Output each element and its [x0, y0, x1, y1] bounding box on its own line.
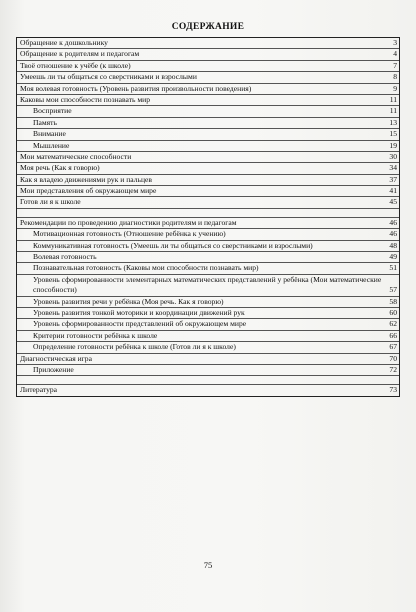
toc-entry-page: 11 — [389, 106, 397, 116]
toc-subentry — [17, 241, 399, 252]
toc-entry-text: Память — [33, 117, 57, 127]
toc-entry-page: 13 — [389, 117, 397, 127]
toc-entry-page: 73 — [389, 385, 397, 395]
toc-entry-text: Мышление — [33, 140, 70, 150]
toc-entry-page: 9 — [393, 83, 397, 93]
toc-subentry — [17, 229, 399, 240]
toc-entry-page: 70 — [389, 353, 397, 363]
toc-entry — [17, 95, 399, 106]
toc-entry-text: Волевая готовность — [33, 252, 97, 262]
toc-entry-page: 46 — [389, 217, 397, 227]
toc-subentry — [17, 252, 399, 263]
toc-entry-text: Каковы мои способности познавать мир — [20, 94, 151, 104]
toc-entry-page: 57 — [389, 285, 397, 295]
toc-entry-page: 3 — [393, 37, 397, 47]
toc-entry-page: 8 — [393, 72, 397, 82]
toc-entry-page: 66 — [389, 330, 397, 340]
toc-entry-page: 41 — [389, 186, 397, 196]
toc-entry-page: 34 — [389, 163, 397, 173]
toc-entry-page: 46 — [389, 229, 397, 239]
toc-entry-page: 4 — [393, 49, 397, 59]
toc-subentry — [17, 106, 399, 117]
toc-entry-text: Уровень развития речи у ребёнка (Моя речь. Как я говорю) — [33, 296, 224, 306]
toc-entry-page: 49 — [389, 252, 397, 262]
toc-entry — [17, 152, 399, 163]
toc-subentry — [17, 308, 399, 319]
toc-spacer — [17, 209, 399, 218]
toc-entry — [17, 385, 399, 395]
toc-entry-page: 58 — [389, 296, 397, 306]
toc-entry-text: Литература — [20, 385, 58, 395]
toc-entry-text: Критерии готовности ребёнка к школе — [33, 330, 158, 340]
toc-entry-text: Уровень сформированности элементарных математических представлений у ребёнка (Мои математические способности) — [33, 274, 382, 295]
toc-entry-text: Умеешь ли ты общаться со сверстниками и взрослыми — [20, 72, 197, 82]
toc-entry-text: Уровень развития тонкой моторики и координации движений рук — [33, 308, 245, 317]
toc-entry-page: 37 — [389, 174, 397, 184]
toc-entry-text: Уровень сформированности представлений об окружающем мире — [33, 319, 247, 329]
toc-subentry — [17, 365, 399, 376]
toc-entry-page: 30 — [389, 151, 397, 161]
toc-entry-text: Обращение к родителям и педагогам — [20, 49, 140, 59]
toc-entry-text: Восприятие — [33, 106, 72, 116]
toc-entry-text: Моя речь (Как я говорю) — [20, 163, 100, 173]
toc-entry-text: Определение готовности ребёнка к школе (Готов ли я к школе) — [33, 342, 236, 352]
toc-subentry — [17, 319, 399, 330]
toc-entry-text: Твоё отношение к учёбе (к школе) — [20, 60, 131, 70]
page-number: 75 — [203, 560, 213, 570]
toc-subentry — [17, 129, 399, 140]
toc-entry-page: 67 — [389, 342, 397, 352]
toc-entry-text: Рекомендации по проведению диагностики родителям и педагогам — [20, 217, 237, 227]
toc-entry — [17, 84, 399, 95]
toc-subentry — [17, 141, 399, 152]
toc-entry-page: 72 — [389, 364, 397, 374]
toc-entry-text: Мои математические способности — [20, 151, 132, 161]
toc-entry-text: Внимание — [33, 129, 66, 139]
toc-entry-page: 7 — [393, 60, 397, 70]
toc-entry-text: Как я владею движениями рук и пальцев — [20, 174, 153, 184]
toc-entry-text: Коммуникативная готовность (Умеешь ли ты общаться со сверстниками и взрослыми) — [33, 240, 313, 250]
toc-entry-page: 51 — [389, 263, 397, 273]
toc-subentry — [17, 263, 399, 274]
toc-subentry — [17, 118, 399, 129]
toc-entry-text: Моя волевая готовность (Уровень развития произвольности поведения) — [20, 83, 252, 93]
toc-entry — [17, 218, 399, 229]
toc-entry-page: 60 — [389, 307, 397, 317]
toc-entry — [17, 38, 399, 49]
toc-entry-text: Мотивационная готовность (Отношение ребёнка к учению) — [33, 229, 226, 239]
toc-entry-text: Обращение к дошкольнику — [20, 38, 108, 47]
page-title: СОДЕРЖАНИЕ — [171, 22, 245, 32]
toc-entry-text: Приложение — [33, 364, 74, 374]
toc-entry — [17, 175, 399, 186]
toc-entry — [17, 49, 399, 60]
toc-entry-page: 62 — [389, 319, 397, 329]
toc-entry — [17, 61, 399, 72]
toc-subentry — [17, 331, 399, 342]
toc-entry — [17, 197, 399, 208]
toc-entry — [17, 186, 399, 197]
toc-entry-page: 15 — [389, 129, 397, 139]
toc-spacer — [17, 376, 399, 385]
toc-entry-text: Готов ли я к школе — [20, 197, 81, 207]
toc-entry — [17, 72, 399, 83]
toc-subentry — [17, 342, 399, 353]
toc-entry-page: 48 — [389, 240, 397, 250]
toc-subentry — [17, 297, 399, 308]
toc-entry-text: Мои представления об окружающем мире — [20, 186, 157, 196]
table-of-contents — [16, 37, 400, 397]
toc-entry-page: 45 — [389, 197, 397, 207]
toc-entry-text: Познавательная готовность (Каковы мои способности познавать мир) — [33, 263, 259, 273]
toc-entry — [17, 354, 399, 365]
toc-entry — [17, 163, 399, 174]
toc-entry-page: 11 — [389, 94, 397, 104]
toc-entry-page: 19 — [389, 140, 397, 150]
toc-entry-text: Диагностическая игра — [20, 353, 92, 363]
toc-subentry — [17, 275, 399, 297]
